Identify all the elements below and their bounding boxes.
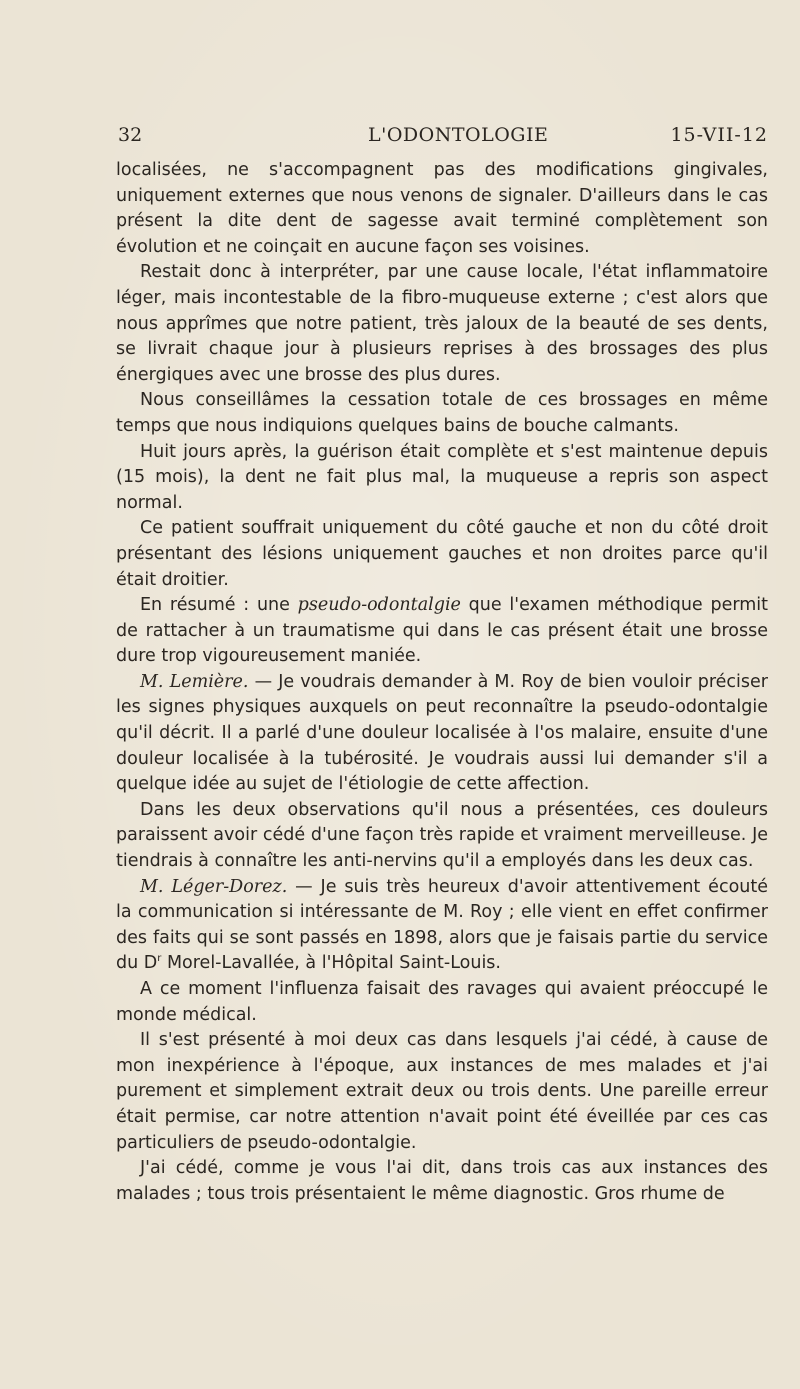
speaker-name: M. Léger-Dorez. bbox=[140, 876, 288, 897]
paragraph: A ce moment l'influenza faisait des ravages qui avaient préoccupé le monde médical. bbox=[116, 979, 768, 1025]
paragraph bbox=[116, 875, 768, 977]
paragraph-text: que l'examen méthodique permit de rattacher à un traumatisme qui dans le cas présent était une brosse dure trop vigoureusement maniée. bbox=[116, 595, 768, 667]
page-number: 32 bbox=[118, 124, 143, 146]
running-head bbox=[118, 124, 768, 154]
paragraph: Huit jours après, la guérison était complète et s'est maintenue depuis (15 mois), la dent ne fait plus mal, la muqueuse a repris son aspect normal. bbox=[116, 441, 768, 513]
speaker-name: M. Lemière. bbox=[140, 671, 249, 692]
paragraph bbox=[116, 593, 768, 670]
paragraph-text: En résumé : une bbox=[140, 595, 298, 616]
paragraph: Restait donc à interpréter, par une cause locale, l'état inflammatoire léger, mais incontestable de la fibro-muqueuse externe ; c'est alors que nous apprîmes que notre patient, très jaloux de la beauté de ses dents, se livrait chaque jour à plusieurs reprises à des brossages des plus énergiques avec une brosse des plus dures. bbox=[116, 262, 768, 385]
journal-title: L'ODONTOLOGIE bbox=[368, 124, 549, 146]
superscript: r bbox=[157, 953, 162, 965]
paragraph: Il s'est présenté à moi deux cas dans lesquels j'ai cédé, à cause de mon inexpérience à l'époque, aux instances de mes malades et j'ai purement et simplement extrait deux ou trois dents. Une pareille erreur était permise, car notre attention n'avait point été éveillée par ces cas particuliers de pseudo-odontalgie. bbox=[116, 1030, 768, 1153]
paragraph-text: — Je suis très heureux d'avoir attentivement écouté la communication si intéressante de M. Roy ; elle vient en effet confirmer des faits qui se sont passés en 1898, alors que je faisais partie du service du D bbox=[116, 876, 768, 974]
paragraph-text: — Je voudrais demander à M. Roy de bien vouloir préciser les signes physiques auxquels on peut reconnaître la pseudo-odontalgie qu'il décrit. Il a parlé d'une douleur localisée à l'os malaire, ensuite d'une douleur localisée à la tubérosité. Je voudrais aussi lui demander s'il a quelque idée au sujet de l'étiologie de cette affection. bbox=[116, 671, 768, 795]
body-text bbox=[116, 158, 768, 1207]
emphasized-term: pseudo-odontalgie bbox=[297, 595, 461, 616]
paragraph: Nous conseillâmes la cessation totale de ces brossages en même temps que nous indiquions quelques bains de bouche calmants. bbox=[116, 390, 768, 436]
paragraph: Dans les deux observations qu'il nous a présentées, ces douleurs paraissent avoir cédé d'une façon très rapide et vraiment merveilleuse. Je tiendrais à connaître les anti-nervins qu'il a employés dans les deux cas. bbox=[116, 799, 768, 872]
paragraph: J'ai cédé, comme je vous l'ai dit, dans trois cas aux instances des malades ; tous trois présentaient le même diagnostic. Gros rhume de bbox=[116, 1158, 768, 1204]
issue-date: 15-VII-12 bbox=[670, 124, 768, 146]
paragraph: Ce patient souffrait uniquement du côté gauche et non du côté droit présentant des lésions uniquement gauches et non droites parce qu'il était droitier. bbox=[116, 518, 768, 590]
paragraph-text: Morel-Lavallée, à l'Hôpital Saint-Louis. bbox=[161, 953, 501, 974]
paragraph: localisées, ne s'accompagnent pas des modifications gingivales, uniquement externes que nous venons de signaler. D'ailleurs dans le cas présent la dite dent de sagesse avait terminé complètement son évolution et ne coinçait en aucune façon ses voisines. bbox=[116, 160, 768, 257]
paragraph bbox=[116, 670, 768, 798]
